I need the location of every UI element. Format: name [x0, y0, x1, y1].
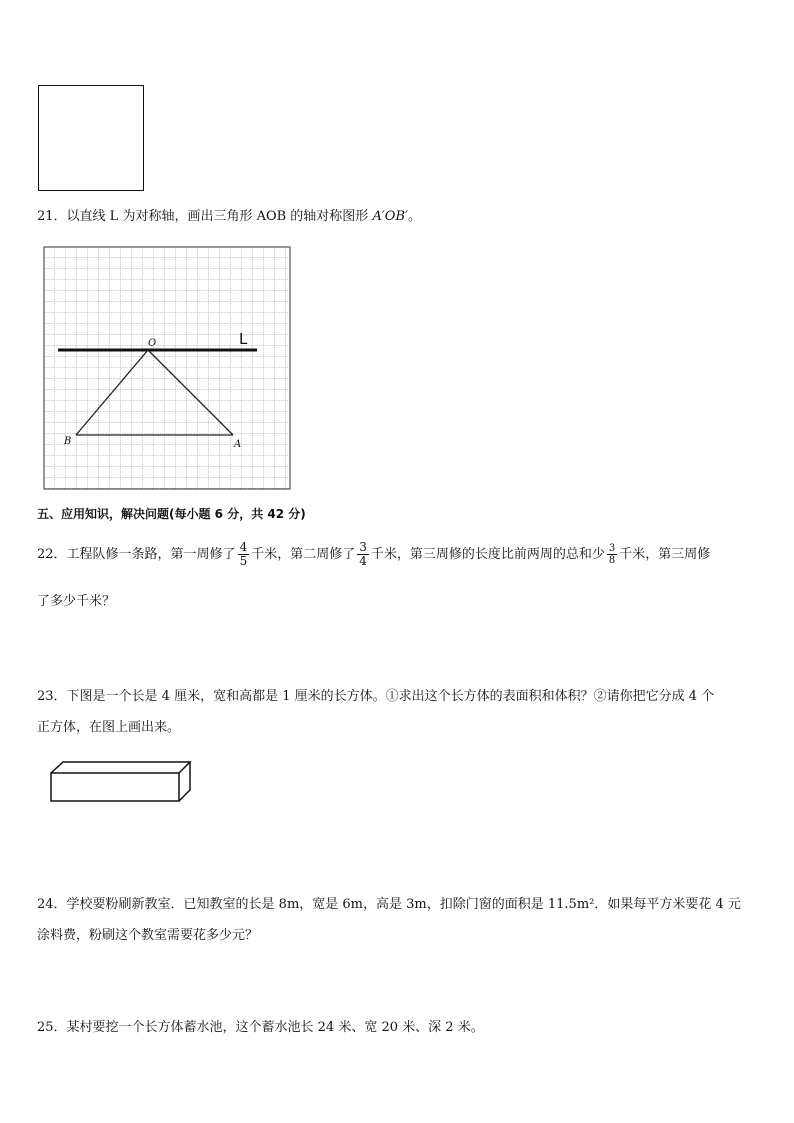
question-21: 21．以直线 L 为对称轴，画出三角形 AOB 的轴对称图形 A′OB′。: [37, 209, 421, 224]
question-number: 24．: [37, 897, 67, 912]
label-a: A: [234, 439, 242, 450]
question-24-line2: 涂料费，粉刷这个教室需要花多少元？: [37, 928, 259, 943]
question-number: 21．: [37, 209, 67, 224]
question-number: 25．: [37, 1020, 67, 1035]
question-24: 24．学校要粉刷新教室．已知教室的长是 8m，宽是 6m，高是 3m，扣除门窗的面积是 11.5m²．如果每平方米要花 4 元: [37, 897, 741, 912]
question-text: 以直线 L 为对称轴，画出三角形 AOB 的轴对称图形: [66, 209, 369, 224]
empty-answer-box: [38, 85, 144, 191]
cuboid-front: [51, 773, 179, 801]
question-25: 25．某村要挖一个长方体蓄水池，这个蓄水池长 24 米、宽 20 米、深 2 米。: [37, 1020, 484, 1035]
question-number: 23．: [37, 689, 67, 704]
fraction-three-quarters: $\frac{3}{4}$: [359, 540, 367, 568]
grid-figure: [43, 246, 291, 490]
fraction-four-fifths: $\frac{4}{5}$: [239, 540, 248, 568]
question-23-line2: 正方体，在图上画出来。: [37, 720, 181, 735]
question-22-line2: 了多少千米？: [37, 594, 116, 609]
grid-background: [44, 247, 290, 489]
fraction-three-eighths: $\frac{3}{8}$: [608, 543, 616, 566]
question-number: 22．: [37, 547, 67, 562]
cuboid-top: [51, 762, 190, 773]
label-l: L: [239, 330, 248, 348]
target-figure-name: A′OB′: [372, 209, 408, 224]
section-heading: 五、应用知识，解决问题(每小题 6 分，共 42 分): [37, 507, 306, 521]
label-o: O: [148, 338, 157, 349]
question-22: 22．工程队修一条路，第一周修了 $\frac{4}{5}$ 千米，第二周修了 $\frac{3}{4}$ 千米，第三周修的长度比前两周的总和少 $\frac{3}{8}$ 千米，第三周修: [37, 540, 711, 568]
label-b: B: [64, 436, 72, 447]
cuboid-figure: [45, 755, 195, 805]
question-23: 23．下图是一个长是 4 厘米，宽和高都是 1 厘米的长方体。①求出这个长方体的表面积和体积？②请你把它分成 4 个: [37, 689, 715, 704]
